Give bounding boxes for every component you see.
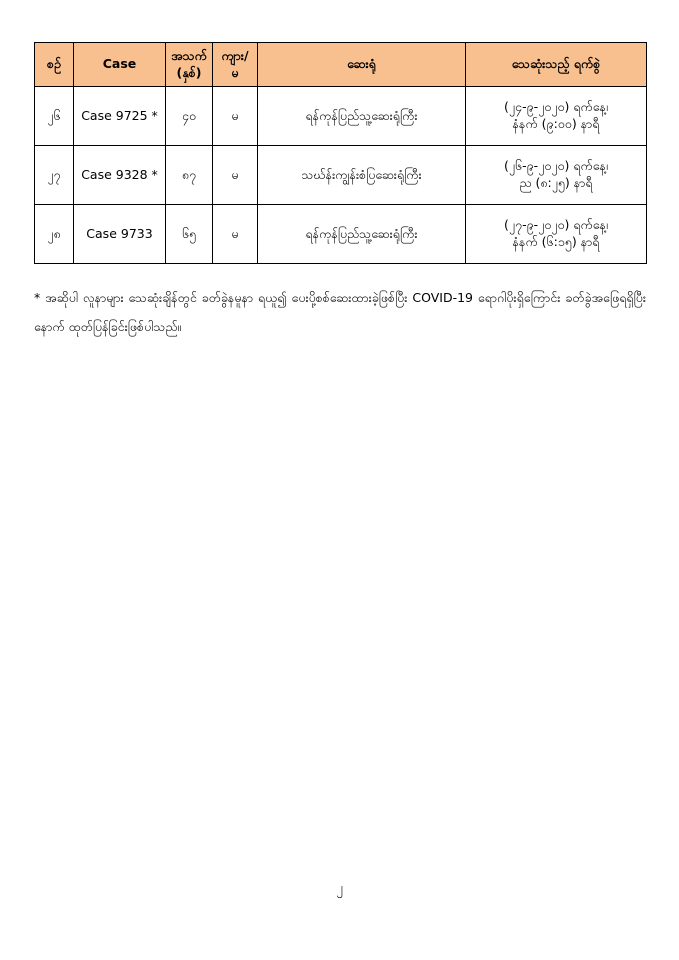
header-age-line2: (နှစ်) bbox=[176, 64, 202, 80]
table-row bbox=[35, 146, 647, 205]
cell-no: ၂၆ bbox=[35, 87, 74, 146]
cell-hospital: ရန်ကုန်ပြည်သူ့ဆေးရုံကြီး bbox=[258, 87, 466, 146]
header-age-line1: အသက် bbox=[171, 47, 207, 63]
cell-sex: မ bbox=[213, 205, 258, 264]
page-number: ၂ bbox=[336, 881, 343, 896]
cell-sex: မ bbox=[213, 146, 258, 205]
date-line-2: နံနက် (၉:၀၀) နာရီ bbox=[512, 116, 600, 131]
footnote: * အဆိုပါ လူနာများ သေဆုံးချိန်တွင် ခတ်ခွဲနမူနာ ရယူ၍ ပေးပို့စစ်ဆေးထားခဲ့ဖြစ်ပြီး COVID-19 ရောဂါပိုးရှိကြောင်း ခတ်ခွဲအဖြေရရှိပြီးနောက် ထုတ်ပြန်ခြင်းဖြစ်ပါသည်။ bbox=[34, 289, 646, 334]
table-row bbox=[35, 205, 647, 264]
header-case: Case bbox=[74, 43, 166, 87]
date-line-2: နံနက် (၆:၁၅) နာရီ bbox=[512, 234, 600, 249]
header-sex bbox=[213, 43, 258, 87]
cell-death-date bbox=[466, 146, 647, 205]
date-line-1: (၂၆-၉-၂၀၂၀) ရက်နေ့၊ bbox=[504, 158, 608, 174]
header-row bbox=[35, 43, 647, 87]
cell-no: ၂၈ bbox=[35, 205, 74, 264]
header-sex-line2: မ bbox=[231, 64, 239, 80]
header-no: စဉ် bbox=[35, 43, 74, 87]
cell-case: Case 9733 bbox=[74, 205, 166, 264]
death-cases-table bbox=[34, 42, 647, 264]
cell-death-date bbox=[466, 205, 647, 264]
table-row bbox=[35, 87, 647, 146]
cell-death-date bbox=[466, 87, 647, 146]
header-sex-line1: ကျား/ bbox=[221, 47, 249, 63]
date-line-2: ည (၈:၂၅) နာရီ bbox=[519, 175, 593, 190]
cell-sex: မ bbox=[213, 87, 258, 146]
header-death-date: သေဆုံးသည့် ရက်စွဲ bbox=[466, 43, 647, 87]
cell-no: ၂၇ bbox=[35, 146, 74, 205]
header-hospital: ဆေးရုံ bbox=[258, 43, 466, 87]
cell-age: ၈၇ bbox=[166, 146, 213, 205]
cell-age: ၆၅ bbox=[166, 205, 213, 264]
header-age bbox=[166, 43, 213, 87]
cell-case: Case 9725 * bbox=[74, 87, 166, 146]
cell-age: ၄၀ bbox=[166, 87, 213, 146]
cell-case: Case 9328 * bbox=[74, 146, 166, 205]
date-line-1: (၂၇-၉-၂၀၂၀) ရက်နေ့၊ bbox=[504, 217, 608, 233]
cell-hospital: သဃ်န်းကျွန်းစံပြဆေးရုံကြီး bbox=[258, 146, 466, 205]
table-header bbox=[35, 43, 647, 87]
cell-hospital: ရန်ကုန်ပြည်သူ့ဆေးရုံကြီး bbox=[258, 205, 466, 264]
date-line-1: (၂၄-၉-၂၀၂၀) ရက်နေ့၊ bbox=[504, 99, 608, 115]
table-body bbox=[35, 87, 647, 264]
